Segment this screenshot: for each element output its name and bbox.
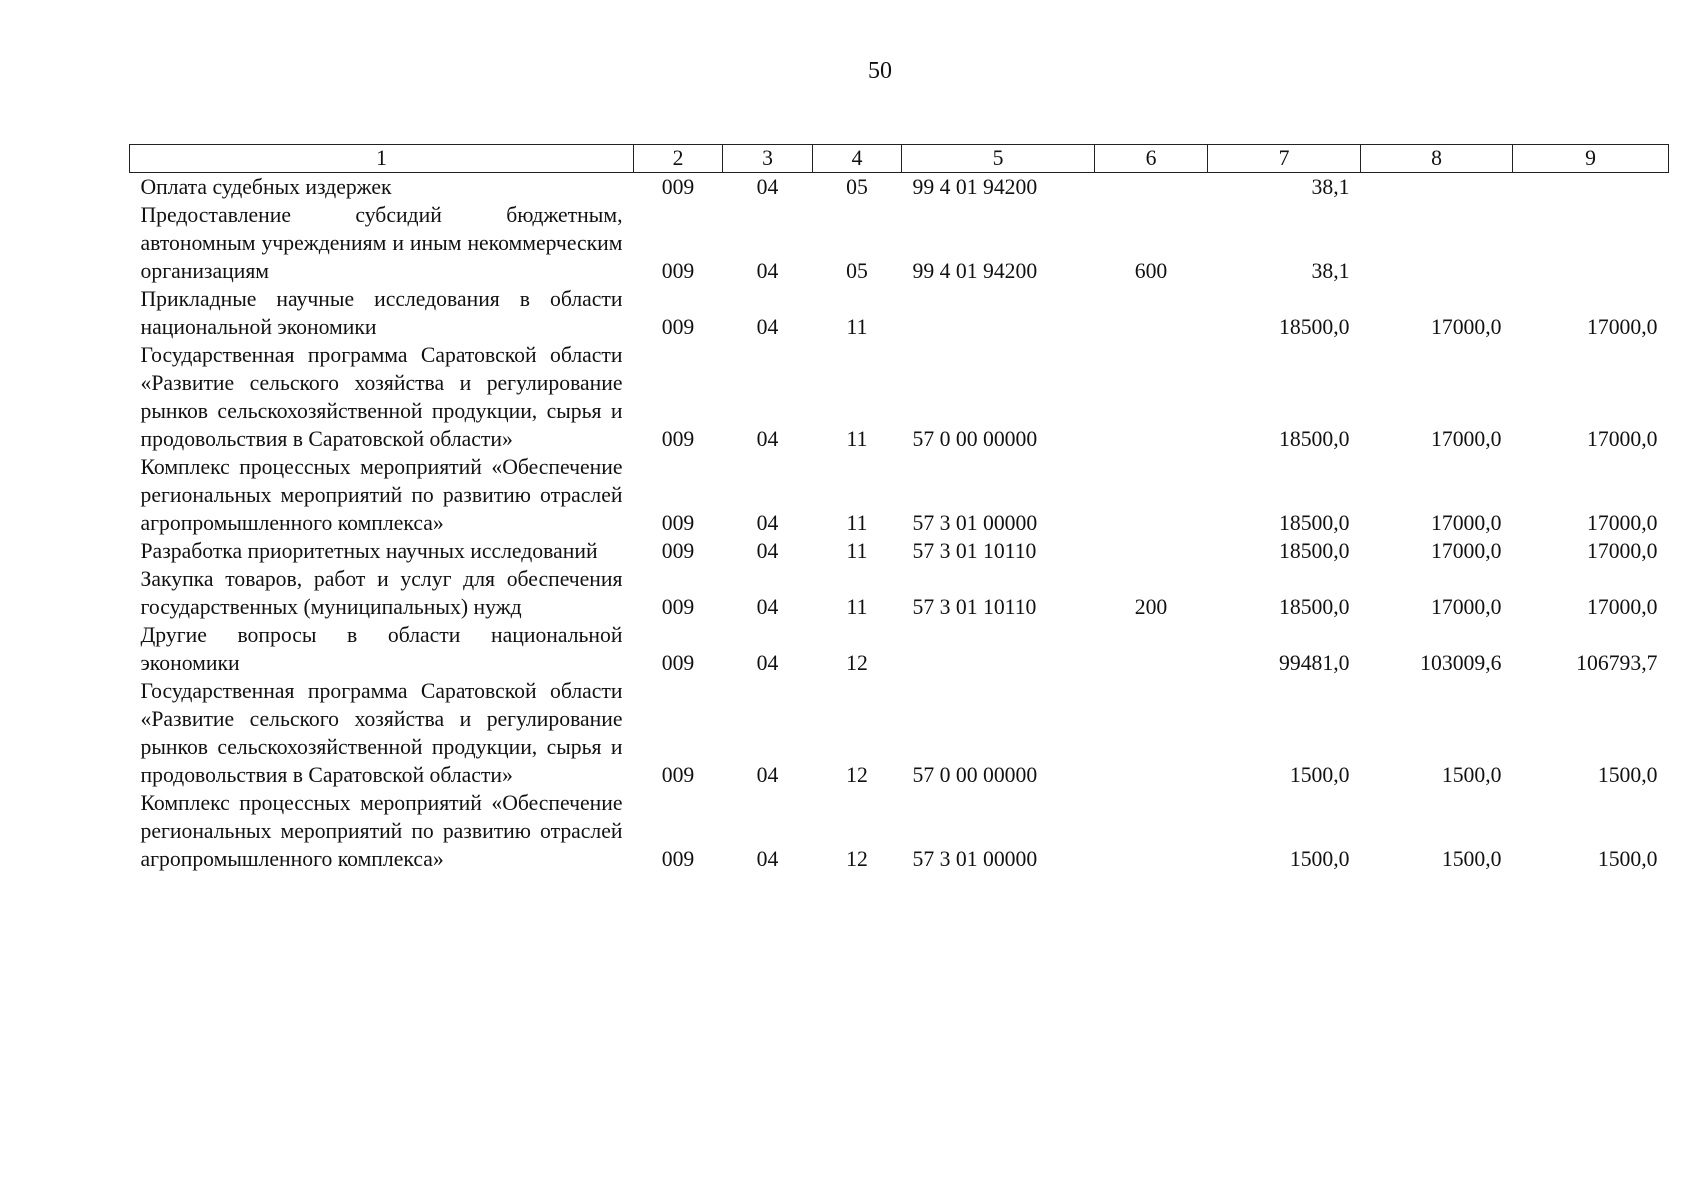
row-col-8: 17000,0 — [1431, 315, 1502, 339]
row-col-2: 009 — [661, 595, 695, 619]
row-col-7: 1500,0 — [1289, 847, 1350, 871]
row-col-7: 18500,0 — [1279, 315, 1350, 339]
row-col-3: 04 — [756, 315, 779, 339]
row-col-6 — [1095, 341, 1208, 453]
row-col-8: 17000,0 — [1431, 595, 1502, 619]
row-col-3: 04 — [756, 847, 779, 871]
row-name: Государственная программа Саратовской области «Развитие сельского хозяйства и регулирование рынков сельскохозяйственной продукции, сырья и продовольствия в Саратовской области» — [140, 343, 623, 451]
row-col-6 — [1095, 677, 1208, 789]
row-col-9 — [1513, 173, 1669, 202]
header-row — [130, 145, 1669, 173]
row-name: Другие вопросы в области национальной экономики — [140, 623, 623, 675]
row-col-7: 18500,0 — [1279, 539, 1350, 563]
row-col-3: 04 — [756, 259, 779, 283]
row-col-7: 18500,0 — [1279, 427, 1350, 451]
row-col-9 — [1513, 201, 1669, 285]
row-col-9: 1500,0 — [1597, 847, 1658, 871]
row-col-5: 57 0 00 00000 — [912, 427, 1038, 451]
row-col-3: 04 — [756, 539, 779, 563]
row-col-8: 1500,0 — [1441, 847, 1502, 871]
row-col-2: 009 — [661, 511, 695, 535]
row-col-6 — [1095, 789, 1208, 873]
table-row — [130, 677, 1669, 789]
row-col-4: 12 — [846, 847, 868, 871]
row-col-6 — [1095, 173, 1208, 202]
row-col-6 — [1095, 537, 1208, 565]
row-col-7: 38,1 — [1311, 175, 1350, 199]
row-col-8 — [1361, 201, 1513, 285]
row-col-4: 11 — [846, 511, 868, 535]
row-col-7: 18500,0 — [1279, 595, 1350, 619]
row-col-5: 99 4 01 94200 — [912, 259, 1038, 283]
row-col-2: 009 — [661, 763, 695, 787]
row-col-2: 009 — [661, 175, 695, 199]
header-col-5: 5 — [902, 145, 1095, 173]
row-col-4: 11 — [846, 539, 868, 563]
row-col-9: 106793,7 — [1576, 651, 1658, 675]
table-row — [130, 789, 1669, 873]
table-row — [130, 285, 1669, 341]
row-col-4: 05 — [846, 175, 868, 199]
row-col-5: 57 0 00 00000 — [912, 763, 1038, 787]
row-col-5 — [902, 285, 1095, 341]
row-col-5: 57 3 01 00000 — [912, 511, 1038, 535]
row-col-3: 04 — [756, 763, 779, 787]
row-col-9: 17000,0 — [1587, 595, 1658, 619]
row-col-4: 05 — [846, 259, 868, 283]
row-col-8: 17000,0 — [1431, 511, 1502, 535]
row-col-8: 17000,0 — [1431, 427, 1502, 451]
row-name: Прикладные научные исследования в области национальной экономики — [140, 287, 623, 339]
row-col-7: 99481,0 — [1279, 651, 1350, 675]
row-col-6 — [1095, 453, 1208, 537]
row-col-7: 1500,0 — [1289, 763, 1350, 787]
row-col-7: 18500,0 — [1279, 511, 1350, 535]
row-col-2: 009 — [661, 259, 695, 283]
page-number: 50 — [868, 58, 892, 84]
table-row — [130, 621, 1669, 677]
row-col-6: 600 — [1134, 259, 1168, 283]
row-col-2: 009 — [661, 651, 695, 675]
row-col-6: 200 — [1134, 595, 1168, 619]
row-col-3: 04 — [756, 595, 779, 619]
row-col-9: 17000,0 — [1587, 427, 1658, 451]
row-col-4: 11 — [846, 315, 868, 339]
row-col-8: 17000,0 — [1431, 539, 1502, 563]
row-col-5: 57 3 01 10110 — [912, 595, 1037, 619]
row-col-4: 11 — [846, 595, 868, 619]
header-col-2: 2 — [634, 145, 723, 173]
row-col-8: 103009,6 — [1420, 651, 1502, 675]
row-col-3: 04 — [756, 511, 779, 535]
row-col-4: 12 — [846, 763, 868, 787]
header-col-9: 9 — [1513, 145, 1669, 173]
table-row — [130, 341, 1669, 453]
row-col-9: 1500,0 — [1597, 763, 1658, 787]
table-header — [130, 145, 1669, 173]
row-col-9: 17000,0 — [1587, 511, 1658, 535]
row-col-9: 17000,0 — [1587, 315, 1658, 339]
row-name: Разработка приоритетных научных исследований — [140, 539, 598, 563]
table-row — [130, 537, 1669, 565]
table-row — [130, 565, 1669, 621]
row-col-5: 57 3 01 10110 — [912, 539, 1037, 563]
row-name: Предоставление субсидий бюджетным, автономным учреждениям и иным некоммерческим организациям — [140, 203, 623, 283]
row-name: Закупка товаров, работ и услуг для обеспечения государственных (муниципальных) нужд — [140, 567, 623, 619]
row-col-2: 009 — [661, 847, 695, 871]
budget-table — [129, 144, 1669, 873]
row-name: Комплекс процессных мероприятий «Обеспечение региональных мероприятий по развитию отраслей агропромышленного комплекса» — [140, 791, 623, 871]
header-col-7: 7 — [1208, 145, 1361, 173]
row-col-2: 009 — [661, 539, 695, 563]
row-name: Комплекс процессных мероприятий «Обеспечение региональных мероприятий по развитию отраслей агропромышленного комплекса» — [140, 455, 623, 535]
row-col-4: 12 — [846, 651, 868, 675]
row-col-3: 04 — [756, 427, 779, 451]
header-col-6: 6 — [1095, 145, 1208, 173]
header-col-4: 4 — [813, 145, 902, 173]
row-col-8 — [1361, 173, 1513, 202]
row-col-3: 04 — [756, 175, 779, 199]
row-name: Оплата судебных издержек — [140, 175, 392, 199]
table-body — [130, 173, 1669, 874]
table-row — [130, 453, 1669, 537]
header-col-8: 8 — [1361, 145, 1513, 173]
row-col-6 — [1095, 621, 1208, 677]
row-col-5 — [902, 621, 1095, 677]
row-col-4: 11 — [846, 427, 868, 451]
row-col-2: 009 — [661, 315, 695, 339]
row-col-6 — [1095, 285, 1208, 341]
row-col-5: 57 3 01 00000 — [912, 847, 1038, 871]
row-col-7: 38,1 — [1311, 259, 1350, 283]
table-row — [130, 201, 1669, 285]
row-col-2: 009 — [661, 427, 695, 451]
row-name: Государственная программа Саратовской области «Развитие сельского хозяйства и регулирование рынков сельскохозяйственной продукции, сырья и продовольствия в Саратовской области» — [140, 679, 623, 787]
header-col-3: 3 — [723, 145, 813, 173]
row-col-9: 17000,0 — [1587, 539, 1658, 563]
row-col-8: 1500,0 — [1441, 763, 1502, 787]
row-col-3: 04 — [756, 651, 779, 675]
row-col-5: 99 4 01 94200 — [912, 175, 1038, 199]
header-col-1: 1 — [130, 145, 634, 173]
table-row — [130, 173, 1669, 202]
